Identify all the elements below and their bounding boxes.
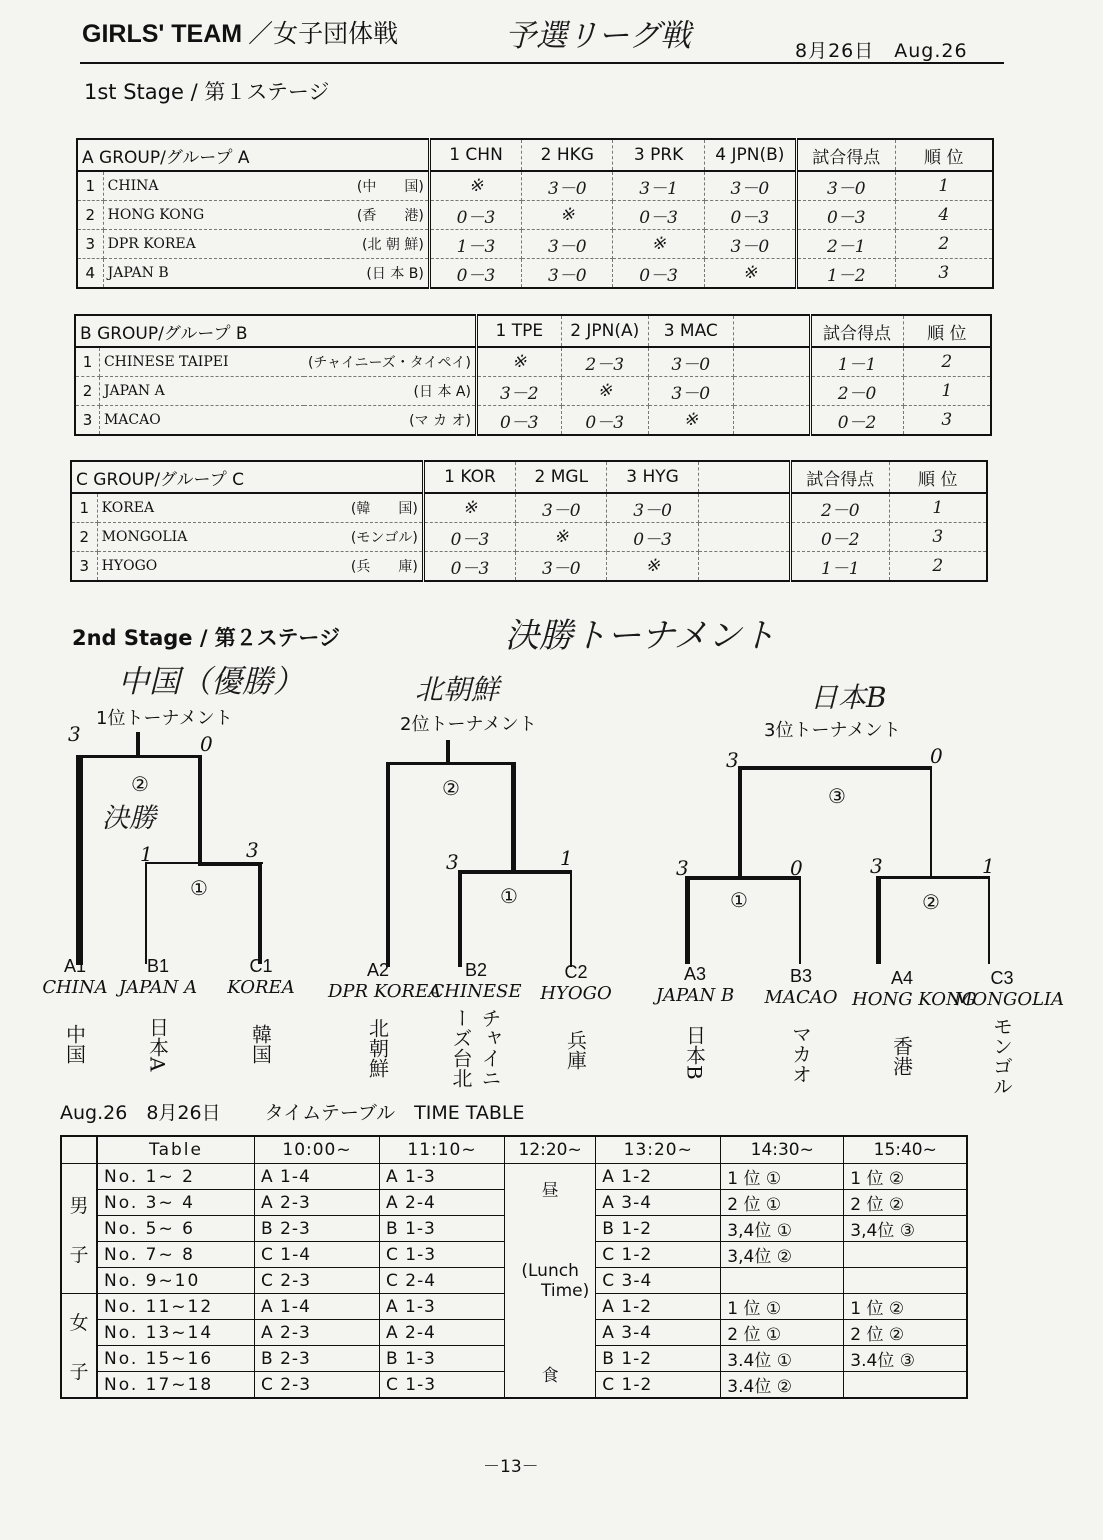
score-t3-final-right: 0 (930, 744, 943, 768)
match-result (733, 347, 810, 377)
table-numbers: No. 9~10 (97, 1268, 255, 1294)
match-result: ※ (704, 259, 796, 289)
col-header (698, 461, 790, 493)
match-result: 0－3 (429, 259, 521, 289)
slot-1000: A 2-3 (255, 1320, 380, 1346)
match-result: 0－3 (423, 523, 515, 552)
match-result: ※ (522, 201, 613, 230)
match-points: 2－0 (791, 493, 889, 523)
entry-hand-jp: 韓国 (248, 1024, 273, 1064)
team-row (71, 493, 987, 523)
entry-hand-jp: 北朝鮮 (365, 1018, 390, 1078)
team-number: 1 (77, 171, 103, 201)
handwritten-winner-3: 日本B (810, 681, 887, 714)
team-number: 4 (77, 259, 103, 289)
slot-1540: 3.4位 ③ (844, 1346, 968, 1372)
team-rank: 3 (889, 523, 987, 552)
team-name: MACAO (99, 406, 304, 436)
team-name-jp: (マ カ オ) (304, 406, 476, 436)
match-result: ※ (429, 171, 521, 201)
match-result: 0－3 (423, 552, 515, 582)
team-row (71, 523, 987, 552)
entry-c3 (954, 968, 1065, 1096)
entry-code: B1 (146, 956, 170, 976)
match-result: 3－0 (648, 347, 733, 377)
table-numbers: No. 5~ 6 (97, 1216, 255, 1242)
group-header-row (71, 461, 987, 493)
col-header: 1 KOR (423, 461, 515, 493)
match-result: 3－0 (522, 230, 613, 259)
time-header: 14:30~ (721, 1136, 844, 1164)
entry-code: C1 (249, 956, 273, 976)
entry-hand-name: JAPAN A (118, 977, 198, 998)
team-name-jp: (香 港) (327, 201, 429, 230)
team-name-jp: (日 本 B) (327, 259, 429, 289)
team-name: KOREA (97, 493, 321, 523)
match-result: 0－3 (704, 201, 796, 230)
match-result: 3－0 (607, 493, 698, 523)
team-name: HONG KONG (103, 201, 327, 230)
col-header: 3 PRK (613, 139, 704, 171)
team-number: 2 (71, 523, 97, 552)
slot-1430: 2 位 ① (721, 1320, 844, 1346)
entry-hand-name: HYOGO (540, 983, 612, 1004)
group-header-row (75, 315, 991, 347)
match-result: 2－3 (561, 347, 648, 377)
match-result: ※ (648, 406, 733, 436)
title-en: GIRLS' TEAM (82, 20, 243, 48)
col-header: 1 TPE (476, 315, 561, 347)
slot-1320: C 1-2 (596, 1372, 721, 1399)
col-header: 3 HYG (607, 461, 698, 493)
table-numbers: No. 15~16 (97, 1346, 255, 1372)
entry-hand-name: DPR KOREA (328, 981, 442, 1002)
entry-a3 (648, 964, 742, 1092)
team-row (75, 406, 991, 436)
match-points: 3－0 (797, 171, 895, 201)
timetable-header-row (61, 1136, 967, 1164)
slot-1430: 1 位 ① (721, 1164, 844, 1190)
handwritten-final-note: 決勝 (102, 803, 156, 834)
slot-1110: C 1-3 (380, 1242, 505, 1268)
team-number: 2 (77, 201, 103, 230)
match-result: ※ (613, 230, 704, 259)
entry-a2 (328, 960, 442, 1088)
entry-code: B2 (464, 960, 488, 980)
time-header: 10:00~ (255, 1136, 380, 1164)
team-row (71, 552, 987, 582)
entry-hand-name: KOREA (227, 977, 295, 998)
slot-1110: A 1-3 (380, 1294, 505, 1320)
col-header: 4 JPN(B) (704, 139, 796, 171)
entry-hand-jp: 中国 (62, 1024, 87, 1064)
match-2-marker: ② (131, 772, 149, 796)
entry-b3 (758, 966, 844, 1094)
slot-1430: 3.4位 ② (721, 1372, 844, 1399)
match-points: 0－2 (810, 406, 903, 436)
entry-b2 (430, 960, 522, 1088)
table-numbers: No. 11~12 (97, 1294, 255, 1320)
match-result: 3－0 (522, 171, 613, 201)
slot-1110: A 2-4 (380, 1320, 505, 1346)
team-name-jp: (韓 国) (321, 493, 423, 523)
match-result: ※ (607, 552, 698, 582)
time-header: 15:40~ (844, 1136, 968, 1164)
score-t3-semi1-right: 0 (790, 856, 803, 880)
match-result (698, 493, 790, 523)
t1-label: 1位トーナメント (96, 708, 233, 729)
time-header: 13:20~ (596, 1136, 721, 1164)
match-result: 3－0 (648, 377, 733, 406)
gender-label-bottom: 子 (69, 1243, 89, 1266)
slot-1320: A 1-2 (596, 1164, 721, 1190)
entry-code: C2 (564, 962, 588, 982)
team-name: DPR KOREA (103, 230, 327, 259)
slot-1000: A 1-4 (255, 1164, 380, 1190)
timetable-row (61, 1164, 967, 1190)
group-title: B GROUP/グループ B (75, 315, 476, 347)
page-number: －13－ (483, 1457, 539, 1477)
team-number: 1 (71, 493, 97, 523)
team-rank: 3 (903, 406, 991, 436)
col-header (733, 315, 810, 347)
slot-1430: 3.4位 ① (721, 1346, 844, 1372)
slot-1000: A 2-3 (255, 1190, 380, 1216)
slot-1430: 3,4位 ① (721, 1216, 844, 1242)
match-result: 0－3 (607, 523, 698, 552)
entry-hand-jp: 日本A (145, 1016, 170, 1072)
slot-1110: B 1-3 (380, 1216, 505, 1242)
entry-code: B3 (789, 966, 813, 986)
time-header: 11:10~ (380, 1136, 505, 1164)
entry-a4 (852, 968, 977, 1096)
score-t1-semi-left: 1 (140, 842, 153, 866)
time-header: 12:20~ (505, 1136, 596, 1164)
time-header: Table (97, 1136, 255, 1164)
entry-hand-jp: モンゴル (989, 1016, 1014, 1096)
points-header: 試合得点 (810, 315, 903, 347)
group-title: A GROUP/グループ A (77, 139, 429, 171)
match-result (698, 523, 790, 552)
team-number: 3 (77, 230, 103, 259)
team-rank: 1 (889, 493, 987, 523)
team-row (77, 259, 993, 289)
match-result: ※ (476, 347, 561, 377)
match-result: 3－0 (516, 493, 607, 523)
match-result: 0－3 (613, 201, 704, 230)
match-points: 2－0 (810, 377, 903, 406)
lunch-text: (Lunch (521, 1260, 579, 1281)
score-t3-semi2-right: 1 (982, 854, 995, 878)
entry-code: A4 (890, 968, 914, 988)
match-result: 3－0 (516, 552, 607, 582)
slot-1320: C 1-2 (596, 1242, 721, 1268)
slot-1320: A 3-4 (596, 1320, 721, 1346)
slot-1320: A 1-2 (596, 1294, 721, 1320)
points-header: 試合得点 (797, 139, 895, 171)
match-result (698, 552, 790, 582)
table-numbers: No. 1~ 2 (97, 1164, 255, 1190)
rank-header: 順 位 (903, 315, 991, 347)
entry-c2 (536, 962, 616, 1090)
match-result: 0－3 (561, 406, 648, 436)
match-1-marker: ① (190, 876, 208, 900)
group-b-table (74, 314, 992, 436)
points-header: 試合得点 (791, 461, 889, 493)
match-result (733, 406, 810, 436)
timetable-date: Aug.26 8月26日 (60, 1102, 221, 1124)
score-t1-final-right: 0 (200, 732, 213, 756)
slot-1110: B 1-3 (380, 1346, 505, 1372)
match-2-marker: ② (922, 890, 940, 914)
match-result: ※ (561, 377, 648, 406)
timetable (60, 1135, 968, 1399)
slot-1000: C 2-3 (255, 1268, 380, 1294)
entry-hand-jp: マカオ (788, 1024, 813, 1084)
header-date: 8月26日 Aug.26 (795, 40, 968, 62)
stage2-label: 2nd Stage / 第２ステージ (72, 626, 340, 650)
table-numbers: No. 3~ 4 (97, 1190, 255, 1216)
team-name-jp: (モンゴル) (321, 523, 423, 552)
entry-code: A2 (366, 960, 390, 980)
slot-1000: B 2-3 (255, 1216, 380, 1242)
team-row (77, 171, 993, 201)
team-name: HYOGO (97, 552, 321, 582)
gender-label-top: 女 (69, 1311, 89, 1334)
match-1-marker: ① (500, 884, 518, 908)
team-rank: 2 (889, 552, 987, 582)
entry-hand-jp: 日本B (682, 1024, 707, 1080)
lunch-cell (505, 1164, 596, 1399)
score-t1-final-left: 3 (68, 722, 81, 746)
team-row (77, 201, 993, 230)
group-header-row (77, 139, 993, 171)
match-points: 0－3 (797, 201, 895, 230)
title-jp: ／女子団体戦 (248, 20, 399, 48)
team-rank: 4 (895, 201, 993, 230)
match-result (733, 377, 810, 406)
entry-hand-name: MONGOLIA (954, 989, 1065, 1010)
lunch-text: 昼 (541, 1180, 559, 1201)
slot-1000: C 2-3 (255, 1372, 380, 1399)
match-3-marker: ③ (828, 784, 846, 808)
team-row (75, 347, 991, 377)
match-points: 0－2 (791, 523, 889, 552)
entry-c1 (222, 956, 300, 1084)
gender-label-top: 男 (69, 1194, 89, 1217)
score-t1-semi-right: 3 (246, 838, 259, 862)
col-header: 3 MAC (648, 315, 733, 347)
team-name-jp: (日 本 A) (304, 377, 476, 406)
match-result: 0－3 (429, 201, 521, 230)
t3-label: 3位トーナメント (764, 720, 901, 741)
slot-1110: A 2-4 (380, 1190, 505, 1216)
slot-1430: 3,4位 ② (721, 1242, 844, 1268)
team-name-jp: (北 朝 鮮) (327, 230, 429, 259)
slot-1540: 1 位 ② (844, 1294, 968, 1320)
slot-1320: A 3-4 (596, 1190, 721, 1216)
match-result: 3－2 (476, 377, 561, 406)
entry-hand-name: CHINESE (430, 981, 522, 1002)
team-rank: 2 (895, 230, 993, 259)
entry-a1 (40, 956, 110, 1084)
match-result: ※ (516, 523, 607, 552)
score-t2-semi-right: 1 (560, 846, 573, 870)
col-header: 1 CHN (429, 139, 521, 171)
slot-1540: 1 位 ② (844, 1164, 968, 1190)
slot-1110: C 2-4 (380, 1268, 505, 1294)
slot-1000: C 1-4 (255, 1242, 380, 1268)
slot-1540: 2 位 ② (844, 1190, 968, 1216)
handwritten-winner-2: 北朝鮮 (415, 673, 500, 706)
team-number: 1 (75, 347, 99, 377)
team-rank: 2 (903, 347, 991, 377)
handwritten-final-tournament: 決勝トーナメント (505, 616, 776, 656)
match-2-marker: ② (442, 776, 460, 800)
header-rule (80, 62, 1004, 64)
team-rank: 1 (895, 171, 993, 201)
rank-header: 順 位 (889, 461, 987, 493)
match-result: 3－0 (522, 259, 613, 289)
entry-hand-jp: 香港 (889, 1036, 914, 1076)
team-rank: 3 (895, 259, 993, 289)
table-numbers: No. 17~18 (97, 1372, 255, 1399)
match-result: 3－0 (704, 171, 796, 201)
match-points: 1－1 (791, 552, 889, 582)
slot-1540: 3,4位 ③ (844, 1216, 968, 1242)
team-name-jp: (兵 庫) (321, 552, 423, 582)
timetable-title: タイムテーブル TIME TABLE (264, 1102, 525, 1124)
match-1-marker: ① (730, 888, 748, 912)
slot-1320: B 1-2 (596, 1346, 721, 1372)
slot-1540 (844, 1372, 968, 1399)
slot-1320: C 3-4 (596, 1268, 721, 1294)
team-number: 3 (75, 406, 99, 436)
slot-1430: 2 位 ① (721, 1190, 844, 1216)
team-row (77, 230, 993, 259)
entry-hand-name: JAPAN B (655, 985, 735, 1006)
team-name-jp: (中 国) (327, 171, 429, 201)
lunch-text: 食 (541, 1365, 559, 1386)
slot-1000: A 1-4 (255, 1294, 380, 1320)
slot-1320: B 1-2 (596, 1216, 721, 1242)
group-c-table (70, 460, 988, 582)
col-header: 2 HKG (522, 139, 613, 171)
group-a-table (76, 138, 994, 289)
match-points: 1－1 (810, 347, 903, 377)
slot-1430: 1 位 ① (721, 1294, 844, 1320)
page-title (82, 14, 398, 50)
team-row (75, 377, 991, 406)
entry-hand-jp: チャイニーズ台北 (449, 1008, 502, 1088)
rank-header: 順 位 (895, 139, 993, 171)
table-numbers: No. 13~14 (97, 1320, 255, 1346)
match-result: 0－3 (613, 259, 704, 289)
team-name-jp: (チャイニーズ・タイペイ) (304, 347, 476, 377)
match-result: 0－3 (476, 406, 561, 436)
entry-hand-name: MACAO (764, 987, 838, 1008)
entry-code: A1 (63, 956, 87, 976)
gender-label-bottom: 子 (69, 1360, 89, 1383)
slot-1110: C 1-3 (380, 1372, 505, 1399)
handwritten-title: 予選リーグ戦 (505, 18, 691, 54)
score-t3-final-left: 3 (726, 748, 739, 772)
slot-1540: 2 位 ② (844, 1320, 968, 1346)
score-t3-semi2-left: 3 (870, 854, 883, 878)
table-numbers: No. 7~ 8 (97, 1242, 255, 1268)
slot-1540 (844, 1268, 968, 1294)
t2-label: 2位トーナメント (400, 714, 537, 735)
match-points: 1－2 (797, 259, 895, 289)
match-result: 1－3 (429, 230, 521, 259)
team-number: 3 (71, 552, 97, 582)
entry-code: C3 (990, 968, 1014, 988)
team-name: JAPAN A (99, 377, 304, 406)
entry-code: A3 (683, 964, 707, 984)
score-t2-semi-left: 3 (446, 850, 459, 874)
team-name: MONGOLIA (97, 523, 321, 552)
entry-b1 (118, 956, 198, 1084)
slot-1110: A 1-3 (380, 1164, 505, 1190)
score-t3-semi1-left: 3 (676, 856, 689, 880)
team-number: 2 (75, 377, 99, 406)
team-name: CHINESE TAIPEI (99, 347, 304, 377)
match-result: ※ (423, 493, 515, 523)
corner-cell (61, 1136, 97, 1164)
entry-hand-jp: 兵庫 (563, 1030, 588, 1070)
stage1-label: 1st Stage / 第１ステージ (84, 80, 330, 104)
lunch-text: Time) (541, 1280, 590, 1301)
match-result: 3－0 (704, 230, 796, 259)
team-name: JAPAN B (103, 259, 327, 289)
slot-1000: B 2-3 (255, 1346, 380, 1372)
match-result: 3－1 (613, 171, 704, 201)
team-name: CHINA (103, 171, 327, 201)
entry-hand-name: HONG KONG (852, 989, 977, 1010)
gender-label (61, 1164, 97, 1294)
group-title: C GROUP/グループ C (71, 461, 423, 493)
slot-1430 (721, 1268, 844, 1294)
match-points: 2－1 (797, 230, 895, 259)
gender-label (61, 1294, 97, 1399)
col-header: 2 MGL (516, 461, 607, 493)
timetable-header (60, 1098, 525, 1125)
team-rank: 1 (903, 377, 991, 406)
handwritten-champion: 中国（優勝） (118, 664, 304, 700)
slot-1540 (844, 1242, 968, 1268)
entry-hand-name: CHINA (42, 977, 108, 998)
col-header: 2 JPN(A) (561, 315, 648, 347)
